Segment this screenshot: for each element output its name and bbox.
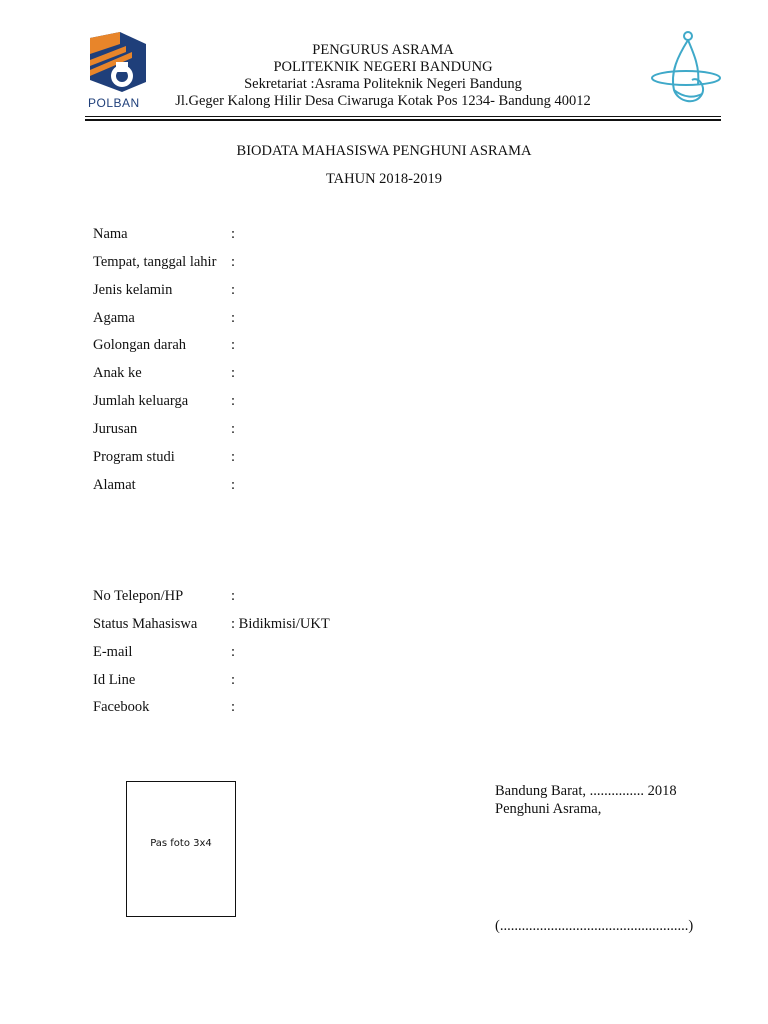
field-label-jumlah-keluarga: Jumlah keluarga (93, 393, 189, 409)
photo-box[interactable] (126, 781, 236, 917)
field-label-jenis-kelamin: Jenis kelamin (93, 282, 173, 298)
field-value-golongan-darah[interactable]: : (231, 337, 236, 353)
header-divider-thick (85, 119, 721, 121)
field-label-telepon: No Telepon/HP (93, 588, 184, 604)
field-value-jumlah-keluarga[interactable]: : (231, 393, 236, 409)
document-title: BIODATA MAHASISWA PENGHUNI ASRAMA (236, 143, 532, 159)
signature-name-line[interactable]: (....................................................) (495, 918, 694, 934)
document-year: TAHUN 2018-2019 (325, 171, 443, 187)
field-label-id-line: Id Line (93, 672, 136, 688)
photo-label: Pas foto 3x4 (150, 838, 212, 849)
field-value-agama[interactable]: : (231, 310, 236, 326)
field-value-facebook[interactable]: : (231, 699, 236, 715)
field-value-id-line[interactable]: : (231, 672, 236, 688)
field-label-email: E-mail (93, 644, 133, 660)
asrama-logo (648, 28, 722, 110)
polban-logo (86, 30, 148, 116)
field-value-jenis-kelamin[interactable]: : (231, 282, 236, 298)
letterhead (150, 42, 616, 110)
field-value-alamat[interactable]: : (231, 477, 236, 493)
field-value-jurusan[interactable]: : (231, 421, 236, 437)
field-value-ttl[interactable]: : (231, 254, 236, 270)
field-value-nama[interactable]: : (231, 226, 236, 242)
field-label-program-studi: Program studi (93, 449, 175, 465)
field-label-alamat: Alamat (93, 477, 136, 493)
field-label-nama: Nama (93, 226, 128, 242)
asrama-logo-icon (648, 28, 722, 110)
polban-logo-text: POLBAN (88, 96, 140, 110)
field-value-email[interactable]: : (231, 644, 236, 660)
header-line-3: Sekretariat :Asrama Politeknik Negeri Bandung (244, 76, 522, 92)
field-label-jurusan: Jurusan (93, 421, 138, 437)
header-line-4: Jl.Geger Kalong Hilir Desa Ciwaruga Kotak Pos 1234- Bandung 40012 (175, 93, 591, 109)
field-label-status-mahasiswa: Status Mahasiswa (93, 616, 198, 632)
signature-place-date: Bandung Barat, ............... 2018 (495, 783, 677, 799)
field-label-anak-ke: Anak ke (93, 365, 142, 381)
header-divider-thin (85, 116, 721, 117)
field-value-anak-ke[interactable]: : (231, 365, 236, 381)
signature-role: Penghuni Asrama, (495, 801, 602, 817)
field-label-facebook: Facebook (93, 699, 150, 715)
field-value-telepon[interactable]: : (231, 588, 236, 604)
header-line-1: PENGURUS ASRAMA (312, 42, 454, 58)
field-label-ttl: Tempat, tanggal lahir (93, 254, 217, 270)
field-value-program-studi[interactable]: : (231, 449, 236, 465)
header-line-2: POLITEKNIK NEGERI BANDUNG (273, 59, 493, 75)
field-label-agama: Agama (93, 310, 135, 326)
field-label-golongan-darah: Golongan darah (93, 337, 187, 353)
field-value-status-mahasiswa[interactable]: : Bidikmisi/UKT (231, 616, 330, 632)
